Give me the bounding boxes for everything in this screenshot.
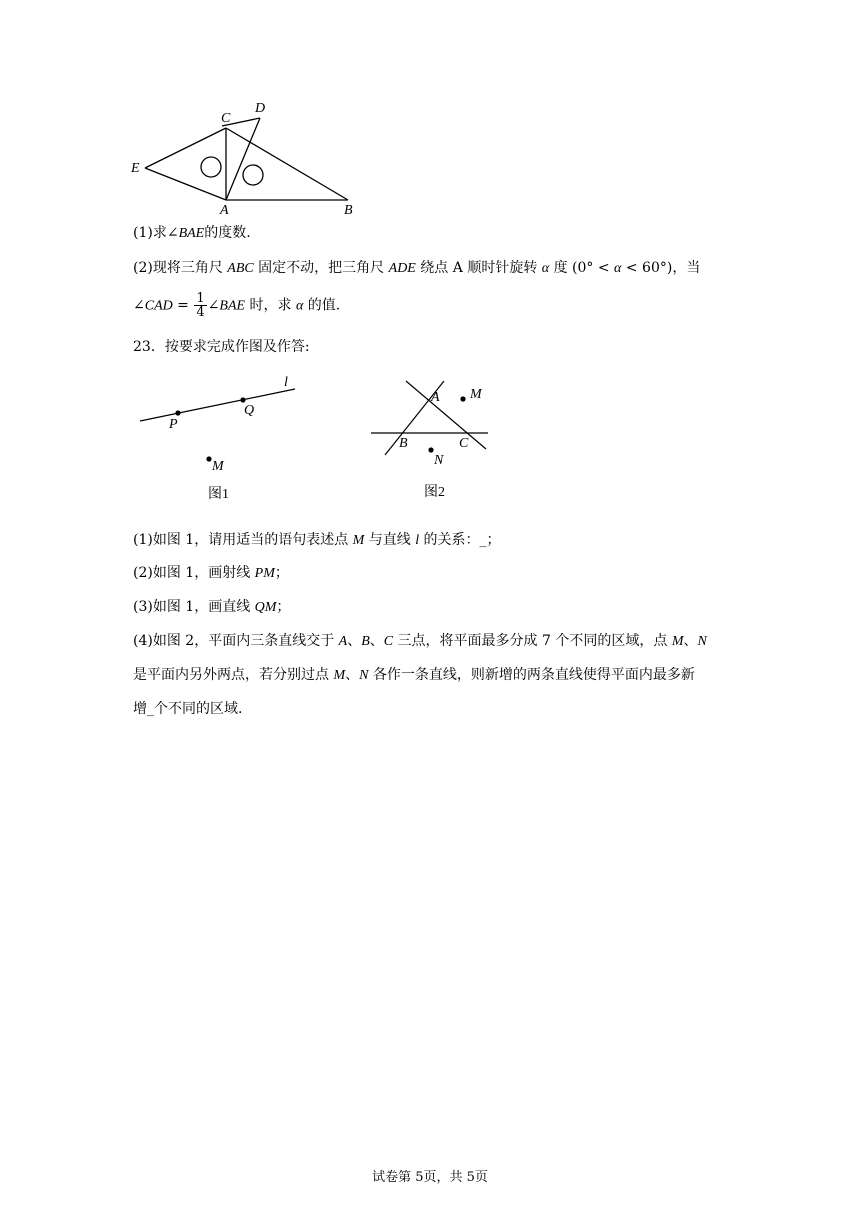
point-n (428, 447, 433, 452)
point-m (460, 396, 465, 401)
point-label-b: B (344, 203, 353, 218)
fig2-label-a: A (431, 390, 440, 405)
q23-part3: (3)如图 1，画直线 QM； (133, 599, 291, 615)
q23-part4-line2: 是平面内另外两点，若分别过点 M、N 各作一条直线，则新增的两条直线使得平面内最多新 (133, 667, 695, 683)
point-label-c: C (221, 111, 231, 126)
q23-part4-line3: 增_个不同的区域. (133, 701, 243, 717)
fig2-caption: 图2 (424, 485, 445, 500)
fig2-label-n: N (434, 453, 444, 468)
q22-part2-line2: ∠CAD = $\frac{1}{4}$ ∠BAE 时，求 α 的值. (133, 291, 341, 320)
fig2-label-c: C (459, 436, 469, 451)
point-label-d: D (255, 101, 266, 116)
point-label-e: E (131, 161, 140, 176)
q23-part4-line1: (4)如图 2，平面内三条直线交于 A、B、C 三点，将平面最多分成 7 个不同的区域，点 M、N (133, 633, 707, 649)
fig1-label-m: M (212, 459, 224, 474)
fig1-label-p: P (169, 417, 178, 432)
q23-part2: (2)如图 1，画射线 PM； (133, 565, 289, 581)
point-label-a: A (220, 203, 229, 218)
fig1-label-q: Q (244, 403, 255, 418)
fig2-label-b: B (399, 436, 408, 451)
fig1-label-l: l (284, 375, 288, 390)
page-footer: 试卷第 5页，共 5页 (372, 1170, 488, 1185)
q22-part2-line1: (2)现将三角尺 ABC 固定不动，把三角尺 ADE 绕点 A 顺时针旋转 α 度 (0° < α < 60°)，当 (133, 260, 701, 276)
fig2-label-m: M (470, 387, 482, 402)
q23-part1: (1)如图 1，请用适当的语句表述点 M 与直线 l 的关系：_； (133, 532, 501, 548)
q23-title: 23．按要求完成作图及作答: (133, 339, 310, 355)
q22-part1: (1)求∠BAE的度数. (133, 225, 251, 241)
fraction-one-quarter: $\frac{1}{4}$ (196, 291, 205, 320)
fig1-caption: 图1 (208, 487, 229, 502)
